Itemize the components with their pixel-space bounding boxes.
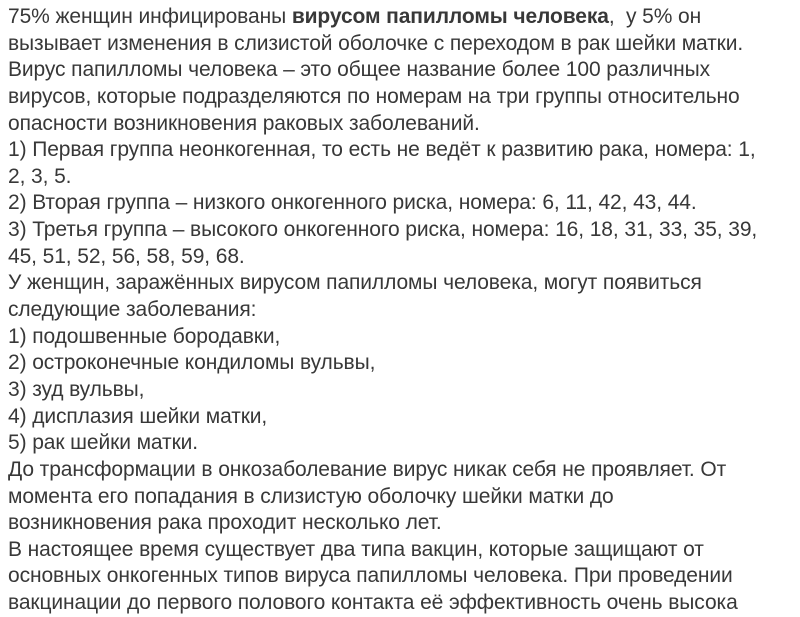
text-line: следующие заболевания: (8, 298, 257, 322)
text-line: вирусов, которые подразделяются по номерам на три группы относительно (8, 84, 740, 108)
text-line: 1) подошвенные бородавки, (8, 324, 281, 348)
text-line: 45, 51, 52, 56, 58, 59, 68. (8, 244, 245, 268)
text-line: 2) Вторая группа – низкого онкогенного риска, номера: 6, 11, 42, 43, 44. (8, 191, 697, 215)
text-line: момента его попадания в слизистую оболочку шейки матки до (8, 484, 614, 508)
text-line: До трансформации в онкозаболевание вирус никак себя не проявляет. От (8, 457, 727, 481)
text-line: 4) дисплазия шейки матки, (8, 404, 268, 428)
intro-bold-phrase: вирусом папилломы человека (291, 5, 609, 28)
text-line (8, 4, 796, 31)
text-line: возникновения рака проходит несколько лет. (8, 511, 442, 535)
text-line: 2, 3, 5. (8, 164, 72, 188)
text-line: У женщин, заражённых вирусом папилломы человека, могут появиться (8, 271, 702, 295)
text-line: 5) рак шейки матки. (8, 431, 199, 455)
intro-prefix: 75% женщин инфицированы (8, 5, 292, 28)
text-line: Вирус папилломы человека – это общее название более 100 различных (8, 58, 710, 82)
text-line: 3) Третья группа – высокого онкогенного риска, номера: 16, 18, 31, 33, 35, 39, (8, 218, 758, 242)
intro-suffix: , у 5% он (608, 5, 702, 28)
text-line: опасности возникновения раковых заболеваний. (8, 111, 480, 135)
text-line: вызывает изменения в слизистой оболочке с переходом в рак шейки матки. (8, 31, 744, 55)
text-line: 3) зуд вульвы, (8, 377, 145, 401)
text-line: 1) Первая группа неонкогенная, то есть не ведёт к развитию рака, номера: 1, (8, 138, 756, 162)
text-line: вакцинации до первого полового контакта её эффективность очень высока (8, 591, 738, 615)
text-line: основных онкогенных типов вируса папилломы человека. При проведении (8, 564, 733, 588)
text-line: В настоящее время существует два типа вакцин, которые защищают от (8, 537, 704, 561)
text-line: 2) остроконечные кондиломы вульвы, (8, 351, 376, 375)
